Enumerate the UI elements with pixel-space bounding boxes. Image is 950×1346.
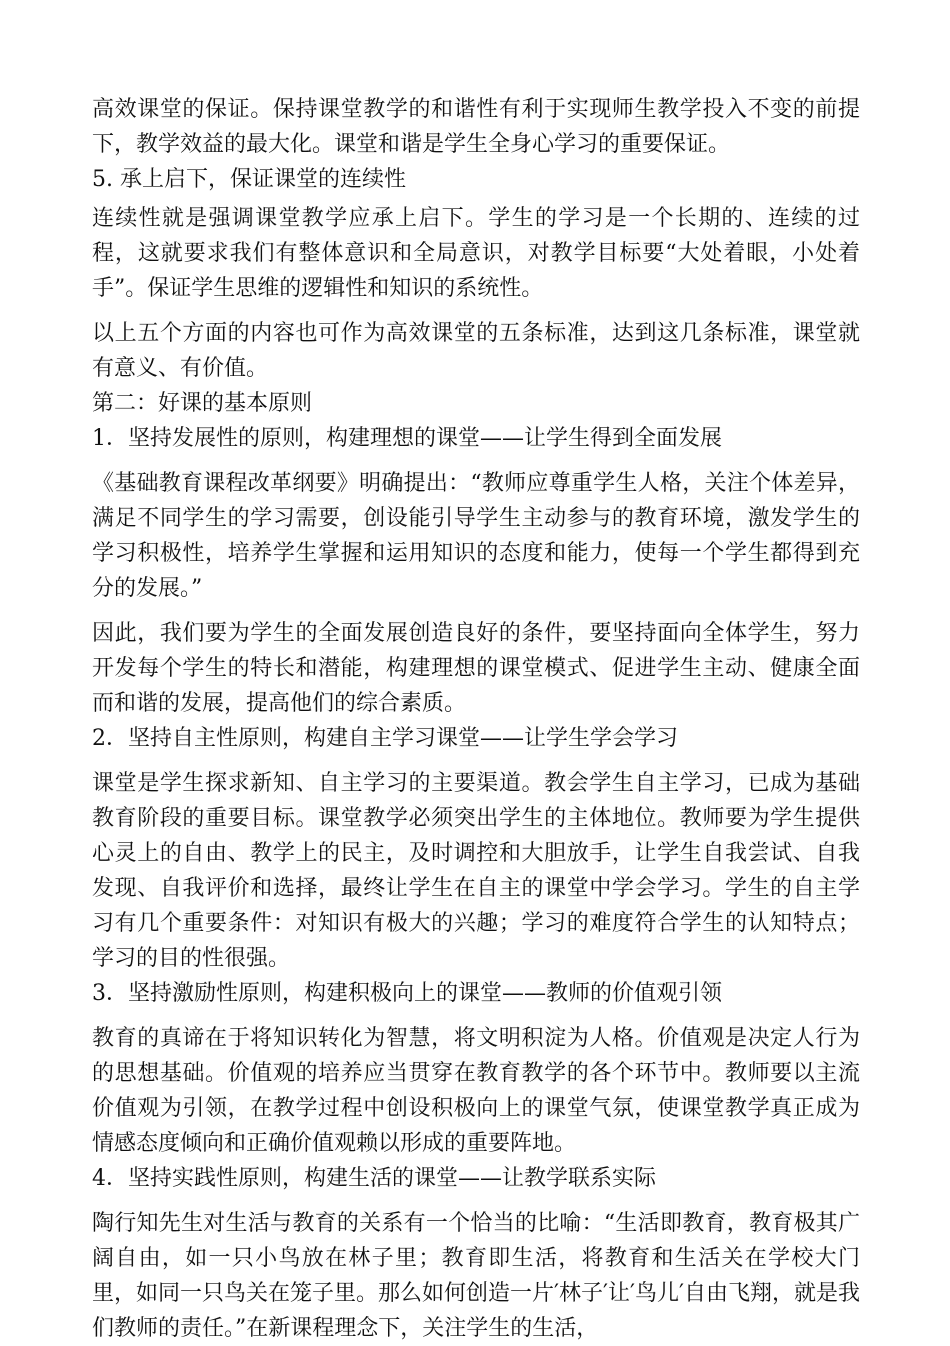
section-heading-5: 5. 承上启下，保证课堂的连续性 bbox=[92, 167, 406, 192]
principle-heading-2: 2．坚持自主性原则，构建自主学习课堂——让学生学会学习 bbox=[92, 726, 678, 751]
principle-heading-4: 4．坚持实践性原则，构建生活的课堂——让教学联系实际 bbox=[92, 1166, 656, 1191]
paragraph-1: 高效课堂的保证。保持课堂教学的和谐性有利于实现师生教学投入不变的前提下，教学效益的最大化。课堂和谐是学生全身心学习的重要保证。 bbox=[92, 97, 860, 157]
document-page bbox=[92, 92, 860, 1346]
paragraph-3: 以上五个方面的内容也可作为高效课堂的五条标准，达到这几条标准，课堂就有意义、有价值。 bbox=[92, 321, 860, 381]
paragraph-8: 陶行知先生对生活与教育的关系有一个恰当的比喻：“生活即教育，教育极其广阔自由，如一只小鸟放在林子里；教育即生活，将教育和生活关在学校大门里，如同一只鸟关在笼子里。那么如何创造一片′林子′让′鸟儿′自由飞翔，就是我们教师的责任。”在新课程理念下，关注学生的生活， bbox=[92, 1211, 860, 1341]
paragraph-4: 《基础教育课程改革纲要》明确提出：“教师应尊重学生人格，关注个体差异，满足不同学生的学习需要，创设能引导学生主动参与的教育环境，激发学生的学习积极性，培养学生掌握和运用知识的态度和能力，使每一个学生都得到充分的发展。” bbox=[92, 471, 860, 601]
paragraph-5: 因此，我们要为学生的全面发展创造良好的条件，要坚持面向全体学生，努力开发每个学生的特长和潜能，构建理想的课堂模式、促进学生主动、健康全面而和谐的发展，提高他们的综合素质。 bbox=[92, 621, 860, 716]
principle-heading-3: 3．坚持激励性原则，构建积极向上的课堂——教师的价值观引领 bbox=[92, 981, 722, 1006]
paragraph-7: 教育的真谛在于将知识转化为智慧，将文明积淀为人格。价值观是决定人行为的思想基础。价值观的培养应当贯穿在教育教学的各个环节中。教师要以主流价值观为引领，在教学过程中创设积极向上的课堂气氛，使课堂教学真正成为情感态度倾向和正确价值观赖以形成的重要阵地。 bbox=[92, 1026, 860, 1156]
principle-heading-1: 1．坚持发展性的原则，构建理想的课堂——让学生得到全面发展 bbox=[92, 426, 722, 451]
section-heading-part-two: 第二：好课的基本原则 bbox=[92, 391, 313, 416]
paragraph-6: 课堂是学生探求新知、自主学习的主要渠道。教会学生自主学习，已成为基础教育阶段的重要目标。课堂教学必须突出学生的主体地位。教师要为学生提供心灵上的自由、教学上的民主，及时调控和大胆放手，让学生自我尝试、自我发现、自我评价和选择，最终让学生在自主的课堂中学会学习。学生的自主学习有几个重要条件：对知识有极大的兴趣；学习的难度符合学生的认知特点；学习的目的性很强。 bbox=[92, 771, 860, 971]
paragraph-2: 连续性就是强调课堂教学应承上启下。学生的学习是一个长期的、连续的过程，这就要求我们有整体意识和全局意识，对教学目标要“大处着眼，小处着手”。保证学生思维的逻辑性和知识的系统性。 bbox=[92, 206, 860, 301]
